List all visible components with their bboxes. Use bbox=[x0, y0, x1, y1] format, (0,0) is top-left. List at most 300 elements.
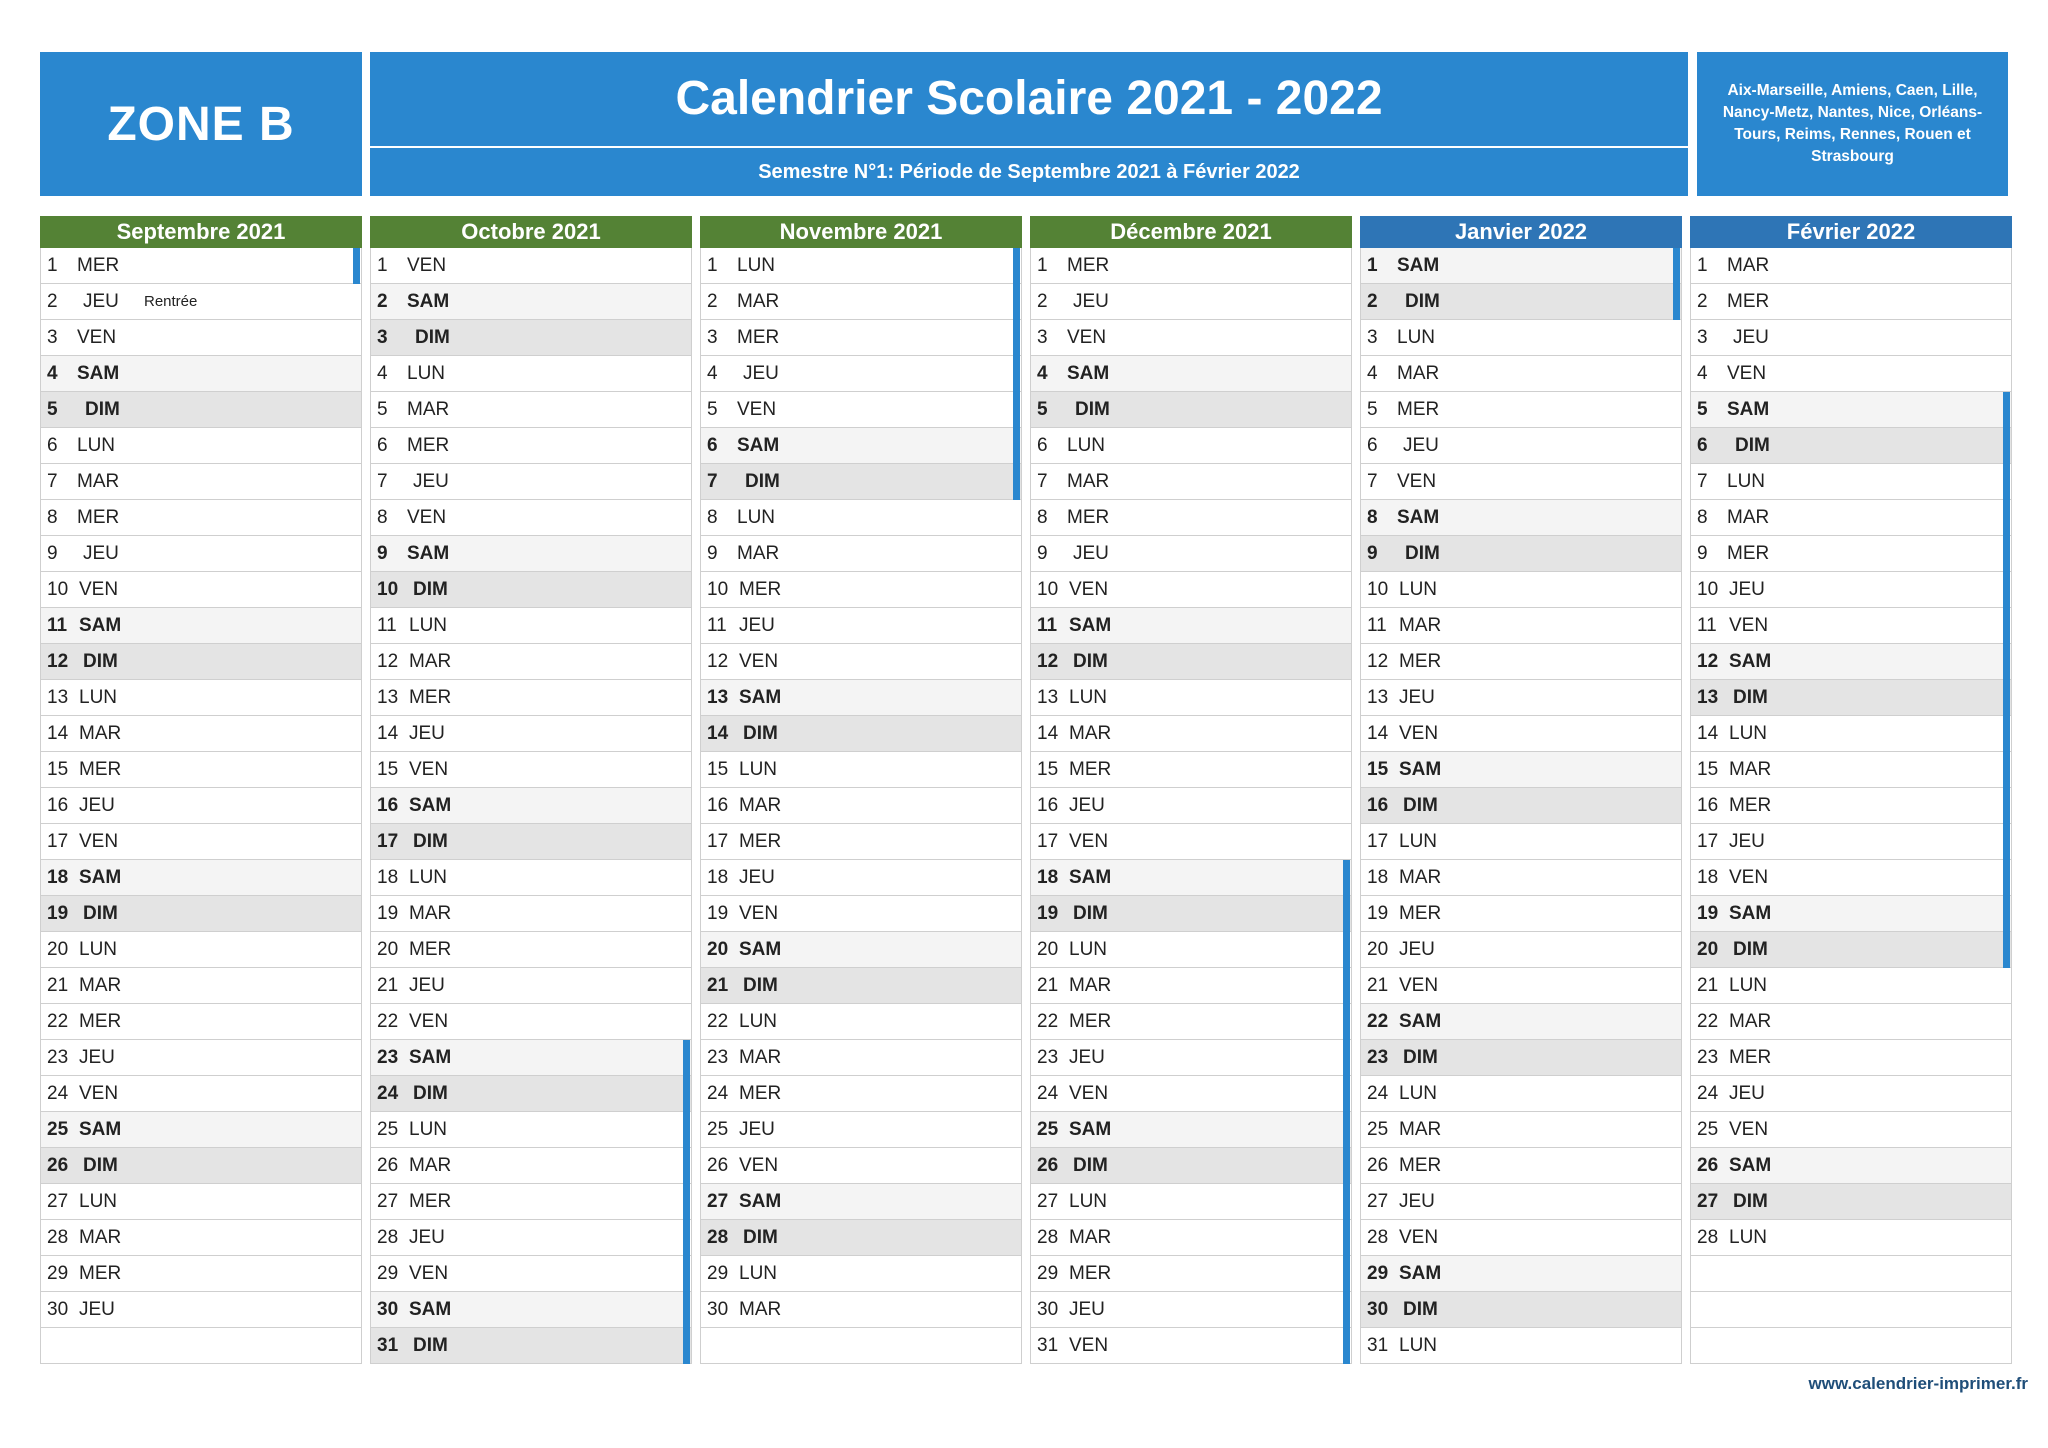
day-name: JEU bbox=[1073, 291, 1109, 312]
day-name: DIM bbox=[1733, 687, 1768, 708]
day-row bbox=[41, 1040, 361, 1076]
day-name: VEN bbox=[1399, 1227, 1439, 1248]
day-number: 19 bbox=[47, 903, 69, 924]
day-number: 3 bbox=[1037, 327, 1048, 348]
day-name: SAM bbox=[79, 1119, 122, 1140]
day-name: VEN bbox=[1069, 1335, 1109, 1356]
vacation-marker bbox=[2003, 752, 2010, 788]
day-row bbox=[1361, 464, 1681, 500]
day-name: LUN bbox=[407, 363, 446, 384]
day-name: DIM bbox=[85, 399, 120, 420]
day-name: DIM bbox=[743, 723, 778, 744]
day-name: DIM bbox=[1405, 543, 1440, 564]
day-number: 1 bbox=[1037, 255, 1048, 276]
day-number: 12 bbox=[47, 651, 69, 672]
day-row bbox=[371, 788, 691, 824]
vacation-marker bbox=[1343, 1112, 1350, 1148]
day-number: 13 bbox=[707, 687, 729, 708]
day-row bbox=[701, 1184, 1021, 1220]
day-row bbox=[1031, 824, 1351, 860]
day-name: DIM bbox=[83, 651, 118, 672]
day-list bbox=[1360, 248, 1682, 1364]
day-number: 20 bbox=[1037, 939, 1059, 960]
vacation-marker bbox=[1343, 1328, 1350, 1364]
day-row bbox=[1691, 1004, 2011, 1040]
day-name: JEU bbox=[1069, 1299, 1105, 1320]
day-number: 14 bbox=[1697, 723, 1719, 744]
day-row bbox=[701, 752, 1021, 788]
day-name: JEU bbox=[739, 867, 775, 888]
day-name: LUN bbox=[77, 435, 116, 456]
month-header: Janvier 2022 bbox=[1360, 216, 1682, 248]
vacation-marker bbox=[1013, 356, 1020, 392]
day-row bbox=[1361, 248, 1681, 284]
day-number: 20 bbox=[47, 939, 69, 960]
month-column bbox=[1360, 216, 1682, 1364]
day-row bbox=[1691, 1220, 2011, 1256]
day-row bbox=[1031, 644, 1351, 680]
day-row bbox=[41, 968, 361, 1004]
day-row bbox=[41, 644, 361, 680]
day-number: 19 bbox=[377, 903, 399, 924]
day-number: 4 bbox=[47, 363, 58, 384]
day-name: VEN bbox=[1069, 1083, 1109, 1104]
day-name: LUN bbox=[739, 1263, 778, 1284]
day-number: 7 bbox=[47, 471, 58, 492]
vacation-marker bbox=[2003, 392, 2010, 428]
day-row bbox=[41, 500, 361, 536]
day-number: 8 bbox=[1697, 507, 1708, 528]
day-row bbox=[371, 968, 691, 1004]
day-row bbox=[371, 752, 691, 788]
day-row bbox=[371, 1004, 691, 1040]
vacation-marker bbox=[1343, 1256, 1350, 1292]
day-row bbox=[1031, 320, 1351, 356]
day-row bbox=[41, 860, 361, 896]
day-row bbox=[371, 248, 691, 284]
day-name: MER bbox=[1067, 255, 1110, 276]
day-number: 19 bbox=[707, 903, 729, 924]
day-row bbox=[1691, 644, 2011, 680]
day-number: 2 bbox=[377, 291, 388, 312]
vacation-marker bbox=[683, 1112, 690, 1148]
day-name: LUN bbox=[79, 1191, 118, 1212]
day-number: 13 bbox=[1697, 687, 1719, 708]
day-row bbox=[1361, 1292, 1681, 1328]
day-number: 9 bbox=[1697, 543, 1708, 564]
day-number: 29 bbox=[707, 1263, 729, 1284]
day-number: 23 bbox=[1037, 1047, 1059, 1068]
day-name: MAR bbox=[409, 1155, 452, 1176]
day-row bbox=[1691, 1148, 2011, 1184]
month-header: Novembre 2021 bbox=[700, 216, 1022, 248]
day-name: LUN bbox=[79, 687, 118, 708]
day-number: 28 bbox=[1697, 1227, 1719, 1248]
day-number: 16 bbox=[47, 795, 69, 816]
day-name: DIM bbox=[413, 1335, 448, 1356]
day-name: MER bbox=[1069, 1263, 1112, 1284]
day-row bbox=[41, 536, 361, 572]
day-row bbox=[41, 1184, 361, 1220]
day-name: VEN bbox=[737, 399, 777, 420]
vacation-marker bbox=[1343, 896, 1350, 932]
day-row bbox=[701, 284, 1021, 320]
zone-cities: Aix-Marseille, Amiens, Caen, Lille, Nancy-Metz, Nantes, Nice, Orléans-Tours, Reims, Rennes, Rouen et Strasbourg bbox=[1697, 52, 2008, 196]
day-name: JEU bbox=[79, 1047, 115, 1068]
day-name: MAR bbox=[1069, 975, 1112, 996]
vacation-marker bbox=[1343, 860, 1350, 896]
day-number: 23 bbox=[1367, 1047, 1389, 1068]
day-number: 12 bbox=[377, 651, 399, 672]
day-row bbox=[701, 896, 1021, 932]
vacation-marker bbox=[2003, 500, 2010, 536]
day-name: LUN bbox=[1069, 687, 1108, 708]
day-name: DIM bbox=[83, 1155, 118, 1176]
day-name: LUN bbox=[1397, 327, 1436, 348]
day-name: JEU bbox=[1399, 939, 1435, 960]
day-name: MAR bbox=[409, 903, 452, 924]
day-name: DIM bbox=[1735, 435, 1770, 456]
day-name: SAM bbox=[737, 435, 780, 456]
day-name: DIM bbox=[1405, 291, 1440, 312]
day-row bbox=[1361, 392, 1681, 428]
day-number: 2 bbox=[47, 291, 58, 312]
day-name: MER bbox=[1069, 759, 1112, 780]
day-row bbox=[371, 320, 691, 356]
day-name: MER bbox=[1727, 291, 1770, 312]
day-row bbox=[41, 392, 361, 428]
day-number: 8 bbox=[1037, 507, 1048, 528]
day-name: JEU bbox=[79, 1299, 115, 1320]
day-row bbox=[701, 1292, 1021, 1328]
day-number: 7 bbox=[707, 471, 718, 492]
day-number: 28 bbox=[1367, 1227, 1389, 1248]
day-name: VEN bbox=[1729, 615, 1769, 636]
day-row bbox=[701, 1256, 1021, 1292]
day-name: VEN bbox=[739, 1155, 779, 1176]
day-name: MAR bbox=[739, 1047, 782, 1068]
day-row bbox=[1361, 1256, 1681, 1292]
day-row bbox=[371, 428, 691, 464]
day-number: 6 bbox=[1037, 435, 1048, 456]
day-name: MER bbox=[1397, 399, 1440, 420]
day-row bbox=[41, 932, 361, 968]
day-name: MAR bbox=[1727, 255, 1770, 276]
day-row bbox=[41, 1148, 361, 1184]
day-row bbox=[701, 536, 1021, 572]
day-row bbox=[41, 716, 361, 752]
day-row bbox=[1691, 716, 2011, 752]
day-number: 26 bbox=[1697, 1155, 1719, 1176]
day-number: 27 bbox=[377, 1191, 399, 1212]
day-row bbox=[1031, 1040, 1351, 1076]
day-row bbox=[371, 608, 691, 644]
day-name: DIM bbox=[745, 471, 780, 492]
day-row bbox=[1031, 284, 1351, 320]
day-list bbox=[40, 248, 362, 1364]
day-number: 1 bbox=[1697, 255, 1708, 276]
vacation-marker bbox=[1343, 1040, 1350, 1076]
day-name: SAM bbox=[77, 363, 120, 384]
day-row bbox=[41, 248, 361, 284]
day-row bbox=[1361, 1184, 1681, 1220]
day-number: 16 bbox=[1037, 795, 1059, 816]
day-number: 3 bbox=[707, 327, 718, 348]
day-name: JEU bbox=[83, 543, 119, 564]
day-name: MER bbox=[79, 1011, 122, 1032]
day-name: SAM bbox=[409, 1299, 452, 1320]
day-row bbox=[1361, 320, 1681, 356]
day-number: 15 bbox=[1697, 759, 1719, 780]
day-number: 17 bbox=[1697, 831, 1719, 852]
day-number: 10 bbox=[377, 579, 399, 600]
day-row bbox=[1361, 932, 1681, 968]
day-row bbox=[1361, 896, 1681, 932]
day-row bbox=[371, 284, 691, 320]
day-row bbox=[371, 1220, 691, 1256]
day-row bbox=[1361, 1220, 1681, 1256]
day-number: 24 bbox=[1697, 1083, 1719, 1104]
empty-day-row bbox=[701, 1328, 1021, 1364]
day-name: DIM bbox=[413, 1083, 448, 1104]
day-name: MAR bbox=[737, 543, 780, 564]
day-number: 11 bbox=[1037, 615, 1058, 636]
day-row bbox=[1031, 860, 1351, 896]
day-row bbox=[1691, 860, 2011, 896]
day-number: 24 bbox=[707, 1083, 729, 1104]
vacation-marker bbox=[1013, 248, 1020, 284]
day-number: 21 bbox=[707, 975, 729, 996]
day-name: LUN bbox=[1399, 579, 1438, 600]
footer-url[interactable]: www.calendrier-imprimer.fr bbox=[1808, 1374, 2028, 1393]
day-row bbox=[41, 572, 361, 608]
day-name: VEN bbox=[407, 507, 447, 528]
day-number: 8 bbox=[377, 507, 388, 528]
day-row bbox=[1361, 1040, 1681, 1076]
day-number: 8 bbox=[707, 507, 718, 528]
day-row bbox=[701, 464, 1021, 500]
day-number: 6 bbox=[1367, 435, 1378, 456]
day-name: MAR bbox=[1399, 867, 1442, 888]
day-number: 9 bbox=[1367, 543, 1378, 564]
day-name: DIM bbox=[743, 1227, 778, 1248]
day-number: 7 bbox=[1697, 471, 1708, 492]
day-name: VEN bbox=[409, 1263, 449, 1284]
day-name: MER bbox=[409, 687, 452, 708]
day-number: 9 bbox=[47, 543, 58, 564]
day-name: SAM bbox=[1399, 1011, 1442, 1032]
vacation-marker bbox=[2003, 464, 2010, 500]
day-name: DIM bbox=[1403, 1299, 1438, 1320]
day-name: DIM bbox=[743, 975, 778, 996]
day-name: SAM bbox=[739, 1191, 782, 1212]
day-row bbox=[1031, 1076, 1351, 1112]
day-list bbox=[1690, 248, 2012, 1364]
day-row bbox=[701, 1004, 1021, 1040]
page-subtitle: Semestre N°1: Période de Septembre 2021 à Février 2022 bbox=[758, 161, 1300, 183]
vacation-marker bbox=[2003, 608, 2010, 644]
day-name: MAR bbox=[79, 723, 122, 744]
day-name: MAR bbox=[739, 1299, 782, 1320]
day-number: 28 bbox=[377, 1227, 399, 1248]
day-name: VEN bbox=[79, 831, 119, 852]
day-number: 9 bbox=[707, 543, 718, 564]
day-number: 14 bbox=[1037, 723, 1059, 744]
day-row bbox=[1031, 968, 1351, 1004]
month-header: Octobre 2021 bbox=[370, 216, 692, 248]
title-panel bbox=[370, 52, 1688, 196]
day-number: 23 bbox=[707, 1047, 729, 1068]
day-name: MER bbox=[1067, 507, 1110, 528]
day-row bbox=[1691, 248, 2011, 284]
day-number: 24 bbox=[47, 1083, 69, 1104]
day-number: 13 bbox=[47, 687, 69, 708]
day-name: SAM bbox=[409, 795, 452, 816]
day-row bbox=[701, 392, 1021, 428]
day-number: 30 bbox=[707, 1299, 729, 1320]
day-name: JEU bbox=[743, 363, 779, 384]
day-name: SAM bbox=[739, 939, 782, 960]
day-name: MER bbox=[1399, 651, 1442, 672]
day-number: 10 bbox=[707, 579, 729, 600]
day-name: LUN bbox=[1727, 471, 1766, 492]
day-list bbox=[370, 248, 692, 1364]
day-number: 1 bbox=[47, 255, 58, 276]
day-number: 22 bbox=[1697, 1011, 1719, 1032]
day-row bbox=[1691, 428, 2011, 464]
day-number: 13 bbox=[1367, 687, 1389, 708]
day-name: LUN bbox=[1729, 975, 1768, 996]
day-name: VEN bbox=[409, 1011, 449, 1032]
month-column bbox=[40, 216, 362, 1364]
day-name: LUN bbox=[1399, 831, 1438, 852]
day-row bbox=[371, 1148, 691, 1184]
day-name: VEN bbox=[739, 651, 779, 672]
day-name: SAM bbox=[1399, 759, 1442, 780]
day-number: 30 bbox=[1367, 1299, 1389, 1320]
day-number: 5 bbox=[1367, 399, 1378, 420]
day-name: JEU bbox=[1069, 795, 1105, 816]
day-number: 26 bbox=[1367, 1155, 1389, 1176]
day-name: SAM bbox=[1397, 255, 1440, 276]
day-row bbox=[1691, 536, 2011, 572]
day-number: 27 bbox=[1367, 1191, 1389, 1212]
day-number: 31 bbox=[1037, 1335, 1059, 1356]
day-row bbox=[701, 356, 1021, 392]
day-number: 18 bbox=[377, 867, 399, 888]
vacation-marker bbox=[1343, 1184, 1350, 1220]
day-number: 14 bbox=[377, 723, 399, 744]
day-number: 16 bbox=[377, 795, 399, 816]
day-row bbox=[41, 320, 361, 356]
day-row bbox=[371, 1256, 691, 1292]
day-name: DIM bbox=[413, 579, 448, 600]
day-row bbox=[1691, 608, 2011, 644]
day-number: 29 bbox=[1037, 1263, 1059, 1284]
day-name: LUN bbox=[1069, 939, 1108, 960]
day-row bbox=[701, 1148, 1021, 1184]
day-number: 25 bbox=[1037, 1119, 1059, 1140]
day-row bbox=[1031, 680, 1351, 716]
day-name: VEN bbox=[1399, 975, 1439, 996]
vacation-marker bbox=[2003, 716, 2010, 752]
day-number: 11 bbox=[47, 615, 68, 636]
vacation-marker bbox=[2003, 680, 2010, 716]
day-row bbox=[1031, 1328, 1351, 1364]
vacation-marker bbox=[683, 1256, 690, 1292]
day-name: DIM bbox=[1733, 1191, 1768, 1212]
day-name: DIM bbox=[1733, 939, 1768, 960]
day-number: 17 bbox=[1037, 831, 1059, 852]
day-number: 6 bbox=[377, 435, 388, 456]
day-name: MAR bbox=[1727, 507, 1770, 528]
day-number: 22 bbox=[707, 1011, 729, 1032]
day-name: JEU bbox=[1073, 543, 1109, 564]
day-name: MER bbox=[1729, 1047, 1772, 1068]
day-row bbox=[1361, 1328, 1681, 1364]
day-number: 11 bbox=[377, 615, 397, 636]
day-row bbox=[1031, 1184, 1351, 1220]
day-number: 14 bbox=[1367, 723, 1389, 744]
day-note: Rentrée bbox=[144, 293, 198, 310]
day-number: 21 bbox=[47, 975, 69, 996]
month-header: Décembre 2021 bbox=[1030, 216, 1352, 248]
day-row bbox=[371, 1328, 691, 1364]
day-row bbox=[701, 680, 1021, 716]
day-number: 17 bbox=[47, 831, 69, 852]
day-number: 22 bbox=[47, 1011, 69, 1032]
day-row bbox=[41, 356, 361, 392]
day-number: 2 bbox=[707, 291, 718, 312]
day-name: LUN bbox=[409, 1119, 448, 1140]
day-row bbox=[1361, 788, 1681, 824]
day-name: LUN bbox=[1399, 1335, 1438, 1356]
day-list bbox=[700, 248, 1022, 1364]
day-row bbox=[371, 1112, 691, 1148]
empty-day-row bbox=[1691, 1256, 2011, 1292]
day-name: MAR bbox=[1399, 615, 1442, 636]
day-name: JEU bbox=[1729, 579, 1765, 600]
day-row bbox=[1031, 1256, 1351, 1292]
vacation-marker bbox=[1673, 284, 1680, 320]
day-number: 29 bbox=[377, 1263, 399, 1284]
day-name: MAR bbox=[1729, 1011, 1772, 1032]
day-row bbox=[41, 1292, 361, 1328]
day-name: VEN bbox=[1399, 723, 1439, 744]
day-name: DIM bbox=[1403, 795, 1438, 816]
day-name: MER bbox=[739, 1083, 782, 1104]
day-number: 2 bbox=[1697, 291, 1708, 312]
day-number: 8 bbox=[1367, 507, 1378, 528]
day-number: 5 bbox=[1037, 399, 1048, 420]
day-number: 24 bbox=[1037, 1083, 1059, 1104]
month-column bbox=[1690, 216, 2012, 1364]
day-name: SAM bbox=[407, 543, 450, 564]
day-row bbox=[41, 824, 361, 860]
day-name: VEN bbox=[1727, 363, 1767, 384]
day-number: 4 bbox=[1037, 363, 1048, 384]
day-row bbox=[1031, 752, 1351, 788]
day-number: 13 bbox=[1037, 687, 1059, 708]
day-row bbox=[701, 644, 1021, 680]
day-number: 6 bbox=[1697, 435, 1708, 456]
day-number: 3 bbox=[1697, 327, 1708, 348]
vacation-marker bbox=[2003, 896, 2010, 932]
day-name: VEN bbox=[1729, 1119, 1769, 1140]
day-number: 23 bbox=[47, 1047, 69, 1068]
day-row bbox=[1031, 356, 1351, 392]
vacation-marker bbox=[1673, 248, 1680, 284]
